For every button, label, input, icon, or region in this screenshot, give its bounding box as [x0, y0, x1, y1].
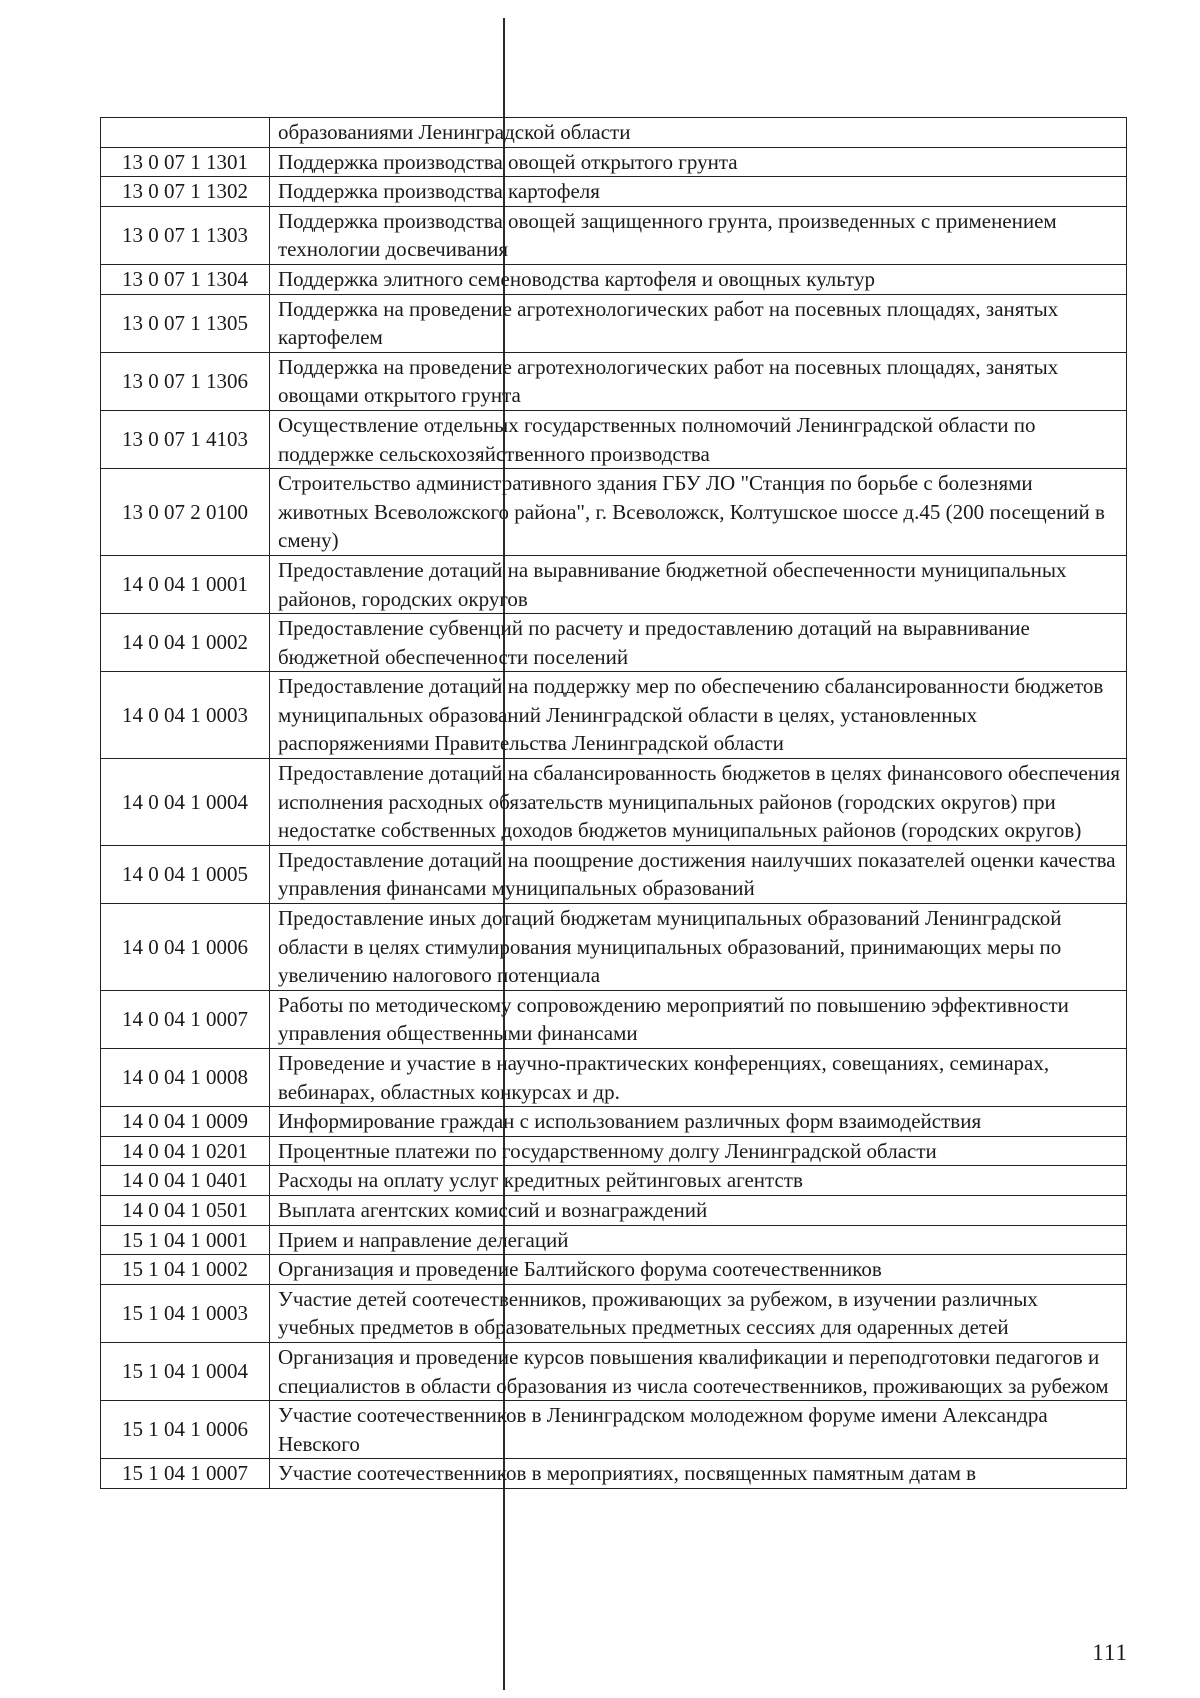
row-code	[101, 118, 270, 148]
table-row	[101, 904, 1127, 991]
row-code: 13 0 07 1 1306	[101, 352, 270, 410]
row-description: Участие соотечественников в Ленинградском молодежном форуме имени Александра Невского	[270, 1401, 1127, 1459]
row-code: 15 1 04 1 0002	[101, 1255, 270, 1285]
page-number: 111	[1092, 1640, 1128, 1665]
row-code: 14 0 04 1 0401	[101, 1166, 270, 1196]
table-row	[101, 1136, 1127, 1166]
row-description: Поддержка элитного семеноводства картофеля и овощных культур	[270, 264, 1127, 294]
row-description: Поддержка производства картофеля	[270, 177, 1127, 207]
row-description: Поддержка на проведение агротехнологических работ на посевных площадях, занятых овощами открытого грунта	[270, 352, 1127, 410]
row-code: 13 0 07 1 1304	[101, 264, 270, 294]
table-row	[101, 118, 1127, 148]
row-code: 13 0 07 2 0100	[101, 469, 270, 556]
table-row	[101, 1459, 1127, 1489]
row-code: 14 0 04 1 0501	[101, 1195, 270, 1225]
row-description: Организация и проведение Балтийского форума соотечественников	[270, 1255, 1127, 1285]
row-description: Процентные платежи по государственному долгу Ленинградской области	[270, 1136, 1127, 1166]
table-row	[101, 990, 1127, 1048]
row-code: 13 0 07 1 1301	[101, 147, 270, 177]
table-row	[101, 1401, 1127, 1459]
row-code: 14 0 04 1 0004	[101, 759, 270, 846]
row-code: 15 1 04 1 0006	[101, 1401, 270, 1459]
table-row	[101, 294, 1127, 352]
table-row	[101, 759, 1127, 846]
row-description: Выплата агентских комиссий и вознаграждений	[270, 1195, 1127, 1225]
table-row	[101, 1255, 1127, 1285]
row-description: Организация и проведение курсов повышения квалификации и переподготовки педагогов и специалистов в области образования из числа соотечественников, проживающих за рубежом	[270, 1342, 1127, 1400]
table-row	[101, 410, 1127, 468]
table-row	[101, 264, 1127, 294]
row-code: 14 0 04 1 0009	[101, 1107, 270, 1137]
row-description: образованиями Ленинградской области	[270, 118, 1127, 148]
table-row	[101, 147, 1127, 177]
table-row	[101, 845, 1127, 903]
table-body	[101, 118, 1127, 1489]
row-code: 13 0 07 1 4103	[101, 410, 270, 468]
row-code: 15 1 04 1 0004	[101, 1342, 270, 1400]
row-code: 15 1 04 1 0001	[101, 1225, 270, 1255]
row-description: Предоставление иных дотаций бюджетам муниципальных образований Ленинградской области в целях стимулирования муниципальных образований, принимающих меры по увеличению налогового потенциала	[270, 904, 1127, 991]
row-code: 14 0 04 1 0007	[101, 990, 270, 1048]
row-code: 15 1 04 1 0003	[101, 1284, 270, 1342]
row-description: Строительство административного здания ГБУ ЛО "Станция по борьбе с болезнями животных Всеволожского района", г. Всеволожск, Колтушское шоссе д.45 (200 посещений в смену)	[270, 469, 1127, 556]
row-description: Поддержка производства овощей защищенного грунта, произведенных с применением технологии досвечивания	[270, 206, 1127, 264]
row-code: 14 0 04 1 0201	[101, 1136, 270, 1166]
row-description: Информирование граждан с использованием различных форм взаимодействия	[270, 1107, 1127, 1137]
row-code: 14 0 04 1 0005	[101, 845, 270, 903]
row-description: Поддержка производства овощей открытого грунта	[270, 147, 1127, 177]
row-description: Расходы на оплату услуг кредитных рейтинговых агентств	[270, 1166, 1127, 1196]
row-description: Участие детей соотечественников, проживающих за рубежом, в изучении различных учебных предметов в образовательных предметных сессиях для одаренных детей	[270, 1284, 1127, 1342]
row-description: Работы по методическому сопровождению мероприятий по повышению эффективности управления общественными финансами	[270, 990, 1127, 1048]
table-row	[101, 206, 1127, 264]
row-code: 15 1 04 1 0007	[101, 1459, 270, 1489]
row-code: 14 0 04 1 0006	[101, 904, 270, 991]
row-description: Прием и направление делегаций	[270, 1225, 1127, 1255]
row-code: 14 0 04 1 0002	[101, 614, 270, 672]
row-code: 13 0 07 1 1302	[101, 177, 270, 207]
row-description: Поддержка на проведение агротехнологических работ на посевных площадях, занятых картофелем	[270, 294, 1127, 352]
row-code: 14 0 04 1 0001	[101, 555, 270, 613]
row-description: Предоставление субвенций по расчету и предоставлению дотаций на выравнивание бюджетной обеспеченности поселений	[270, 614, 1127, 672]
row-description: Осуществление отдельных государственных полномочий Ленинградской области по поддержке сельскохозяйственного производства	[270, 410, 1127, 468]
budget-code-table	[100, 117, 1127, 1489]
table-row	[101, 614, 1127, 672]
row-description: Предоставление дотаций на поддержку мер по обеспечению сбалансированности бюджетов муниципальных образований Ленинградской области в целях, установленных распоряжениями Правительства Ленинградской области	[270, 672, 1127, 759]
table-row	[101, 672, 1127, 759]
table-row	[101, 555, 1127, 613]
table-row	[101, 1225, 1127, 1255]
row-description: Участие соотечественников в мероприятиях, посвященных памятным датам в	[270, 1459, 1127, 1489]
row-code: 13 0 07 1 1305	[101, 294, 270, 352]
table-row	[101, 1107, 1127, 1137]
row-code: 14 0 04 1 0003	[101, 672, 270, 759]
table-row	[101, 1195, 1127, 1225]
row-code: 13 0 07 1 1303	[101, 206, 270, 264]
row-description: Предоставление дотаций на сбалансированность бюджетов в целях финансового обеспечения исполнения расходных обязательств муниципальных районов (городских округов) при недостатке собственных доходов бюджетов муниципальных районов (городских округов)	[270, 759, 1127, 846]
table-row	[101, 352, 1127, 410]
row-description: Проведение и участие в научно-практических конференциях, совещаниях, семинарах, вебинарах, областных конкурсах и др.	[270, 1049, 1127, 1107]
table-row	[101, 1166, 1127, 1196]
table-row	[101, 1342, 1127, 1400]
table-row	[101, 1049, 1127, 1107]
row-description: Предоставление дотаций на выравнивание бюджетной обеспеченности муниципальных районов, городских округов	[270, 555, 1127, 613]
table-row	[101, 1284, 1127, 1342]
table-row	[101, 469, 1127, 556]
row-code: 14 0 04 1 0008	[101, 1049, 270, 1107]
table-row	[101, 177, 1127, 207]
row-description: Предоставление дотаций на поощрение достижения наилучших показателей оценки качества управления финансами муниципальных образований	[270, 845, 1127, 903]
